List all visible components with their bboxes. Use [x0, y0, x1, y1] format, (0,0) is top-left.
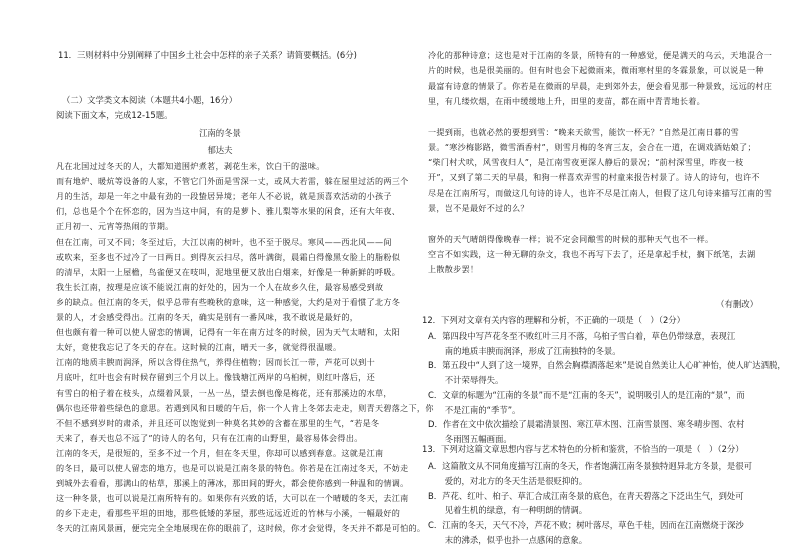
- option-line: D．作者在文中依次描绘了晨霜清景图、寒江草木图、江南雪景图、寒冬晴步图、农村: [428, 419, 745, 430]
- article-line: 景，岂不是最好不过的么？: [428, 203, 529, 213]
- article-line: 空言不如实践，这一种无聊的杂文，我也不再写下去了，还是拿起手杖，搁下纸笔，去湖: [428, 248, 756, 259]
- article-line: 不但不感到岁时的肃杀，并且还可以饱觉到一种莫名其妙的含蓄在那里的生气，“若是冬: [56, 417, 380, 428]
- source-note: （有删改）: [716, 299, 758, 309]
- question-11: 11．三则材料中分别阐释了中国乡土社会中怎样的亲子关系？请简要概括。(6分): [58, 50, 357, 60]
- article-line: 月的生活，却是一年之中最有劲的一段蛰居异境；老年人不必说，就是顶喜欢活动的小孩子: [56, 191, 392, 202]
- article-line: 冬天的江南风景画，便完完全全地展现在你的眼前了，这时候，你才会觉得，冬天并不都是可怕的。: [56, 523, 426, 534]
- option-line: C．文章的标题为“江南的冬景”而不是“江南的冬天”，说明吸引人的是江南的“景”，而: [428, 389, 745, 400]
- article-line: 太好，竟使我忘记了冬天的存在。这时候的江南，晴天一多，就觉得很温暖。: [56, 342, 342, 353]
- option-line: A．这篇散文从不同角度描写江南的冬天，作者饱满江南冬景独特迥异北方冬景，是很可: [428, 461, 752, 471]
- section-heading: （二）文学类文本阅读（本题共4小题，16分）: [62, 95, 238, 105]
- reading-instruction: 阅读下面文本，完成12-15题。: [56, 110, 173, 120]
- article-line: 景的人，才会感受得出。江南的冬天，确实是别有一番风味，我不敢说是最好的，: [56, 312, 359, 322]
- option-line: A．第四段中写芦花冬至不败红叶三月不落，乌桕子雪白着，草色仍带绿意，表现江: [428, 331, 736, 341]
- article-line: 们，总也是个个在怀恋的，因为当这中间，有的是萝卜、雅儿梨等水果的闲食，还有大年夜、: [56, 206, 401, 217]
- article-line: 上散散步罢！: [428, 264, 479, 275]
- article-line: 片的时候，也是很美丽的。但有时也会下起微雨来，微雨寒村里的冬霖景象，可以说是一种: [428, 65, 764, 76]
- article-line: 窗外的天气晴朗得像晚春一样；说不定会同酿雪的时候的那种天气也不一样。: [428, 233, 714, 244]
- article-line: 乡的缺点。但江南的冬天，似乎总带有些晚秋的意味，这一种感觉，大约是对于看惯了北方冬: [56, 296, 401, 307]
- article-title: 江南的冬景: [199, 128, 241, 138]
- article-line: 到城外去看看，那满山的枯草，那溪上的薄冰，那田间的野火，都会使你感到一种温和的情调。: [56, 478, 409, 489]
- article-author: 郁达夫: [207, 145, 233, 155]
- article-line: 而有地炉、暖炕等设备的人家，不管它门外面是雪深一丈，或风大若雷，躲在屋里过活的两三个: [56, 176, 409, 187]
- article-line: 偶尔也还带着些绿色的意思。若遇到风和日暖的午后，你一个人肯上冬郊去走走，则青天碧落之下，你: [56, 402, 434, 413]
- article-line: 正月初一、元宵等热闹的节期。: [56, 221, 174, 232]
- option-line: C．江南的冬天，天气不冷，芦花不败；树叶落尽，草色千桂，因而在江南燃烧于深沙: [428, 520, 744, 531]
- article-line: 凡在北国过过冬天的人，大都知道围炉煮茗，剥花生米，饮白干的滋味。: [56, 161, 325, 171]
- option-line: 南的地质丰腴而润泽，形成了江南独特的冬景。: [428, 345, 621, 356]
- article-line: 有雪白的桕子着在枝头，点缀着风景，一丛一丛，望去倒也像是梅花，还有那溪边的水草，: [56, 387, 392, 398]
- article-line: 一提到雨，也就必然的要想到雪：“晚来天欲雪，能饮一杯无？”自然是江南日暮的雪: [428, 126, 740, 137]
- article-line: 尽是在江南所写，而做这几句诗的诗人，也许不尽是江南人，但假了这几句诗来描写江南的雪: [428, 187, 773, 198]
- article-line: 江南的冬天，是很短的，至多不过一个月，但在冬天里，你却可以感到春意。这就是江南: [56, 447, 384, 458]
- article-line: 这一种冬景，也可以说是江南所特有的。如果你有兴致的话，大可以在一个晴暖的冬天，去江南: [56, 493, 409, 504]
- article-line: 月底叶，红叶也会有时候存留到三个月以上。像钱塘江两岸的乌桕树，则红叶落后，还: [56, 372, 375, 383]
- article-line: 最富有诗意的情景了。你若是在微雨的早晨，走到郊外去，便会看见那一种景致，远远的村庄: [428, 80, 773, 91]
- article-line: 我生长江南，按理是应该不能说江南的好处的，因为一个人在故乡久住，最容易感受到故: [56, 281, 384, 292]
- article-line: 的乡下走走，看那些平坦的田地，那些低矮的茅屋，那些远远近近的竹林与小溪，一幅最好的: [56, 508, 401, 519]
- option-line: 不计荣辱得失。: [428, 375, 504, 386]
- article-line: 的清早，太阳一上屋檐，鸟雀便又在吱叫，泥地里便又放出白烟来，好像是一种新鲜的呼吸。: [56, 266, 401, 277]
- article-line: 开”，又到了第二天的早晨，和狗一样喜欢弄雪的村童来报告村景了。诗人的诗句，也许不: [428, 172, 760, 183]
- article-line: 但也颇有着一种可以使人留恋的情调，记得有一年在南方过冬的时候，因为天气太晴和，太阳: [56, 327, 401, 338]
- article-line: 里，有几缕炊烟，在雨中缓缓地上升，田里的麦苗，都在雨中青青地长着。: [428, 95, 705, 106]
- article-line: 的冬日，最可以使人留恋的地方，也是可以说是江南冬景的特色。你若是在江南过冬天，不妨走: [56, 463, 409, 473]
- article-line: 冷化的那种诗意；这也是对于江南的冬景，所特有的一种感觉，便是满天的乌云，天地混合一: [428, 50, 773, 60]
- article-line: “柴门村犬吠，风雪夜归人”，是江南雪夜更深人静后的景况；“前村深雪里，昨夜一枝: [428, 157, 744, 168]
- article-line: 但在江南，可又不同；冬至过后，大江以南的树叶，也不至于脱尽。寒风——西北风——间: [56, 236, 392, 247]
- option-line: 见着生机的绿意，有一种明朗的情调。: [428, 505, 588, 516]
- question-12: 12．下列对文章有关内容的理解和分析，不正确的一项是（ ）（2分）: [422, 315, 686, 325]
- article-line: 天来了，春天也总不远了”的诗人的名句，只有在江南的山野里，最容易体会得出。: [56, 432, 363, 443]
- article-line: 江南的地质丰腴而润泽，所以含得住热气，养得住植物；因而长江一带，芦花可以到十: [56, 357, 375, 368]
- option-line: 冬雨图五幅画面。: [428, 433, 512, 444]
- option-line: B．芦花、红叶、桕子、草汇合成江南冬景的底色，在青天碧落之下泛出生气，到处可: [428, 490, 744, 501]
- option-line: 不是江南的“季节”。: [428, 404, 521, 415]
- question-13: 13．下列对这篇文章思想内容与艺术特色的分析和鉴赏，不恰当的一项是（ ）（2分）: [422, 444, 744, 454]
- article-line: 或吹来，至多也不过冷了一日两日。到得灰云扫尽，落叶满街，晨霜白得像黑女脸上的脂粉似: [56, 251, 401, 262]
- option-line: 末的沸杀，似乎也扑一点感闲的意象。: [428, 535, 588, 545]
- option-line: B．第五段中“人到了这一境界，自然会胸襟酒落起来”是说自然美让人心旷神怡，使人旷达洒脱，: [428, 360, 786, 371]
- option-line: 爱的，对北方的冬天生活是很贬抑的。: [428, 475, 588, 486]
- article-line: 景。“寒沙梅影路，微雪酒香村”，则雪月梅的冬宵三友，会合在一道，在调戏酒姑娘了；: [428, 141, 756, 152]
